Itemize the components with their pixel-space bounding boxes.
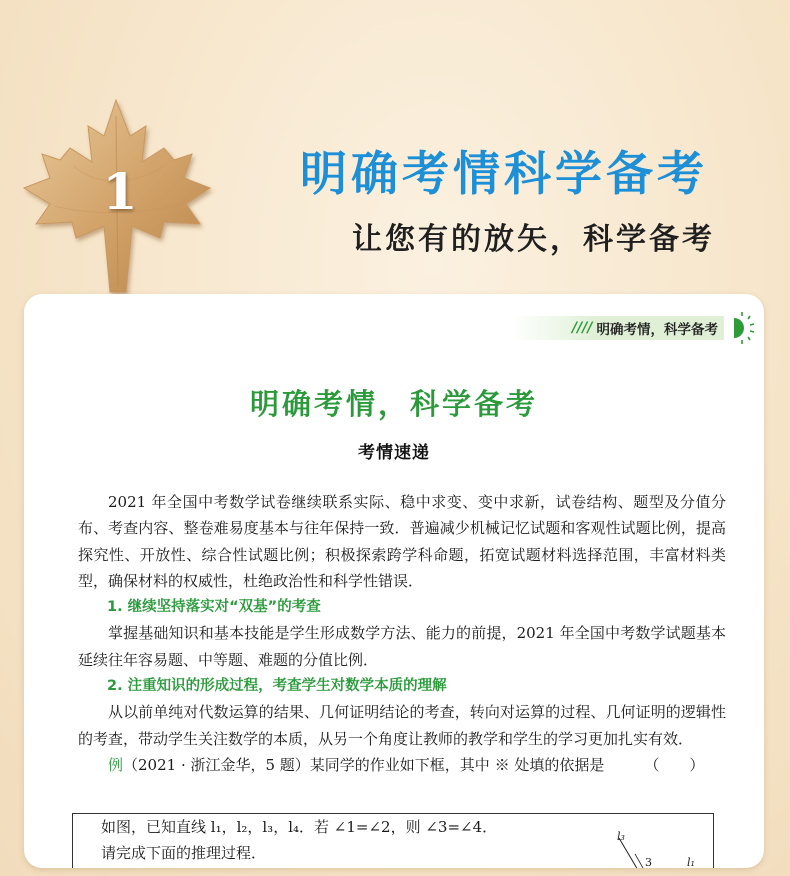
section-paragraph-2: 从以前单纯对代数运算的结果、几何证明结论的考查，转向对运算的过程、几何证明的逻辑性的考查，带动学生关注数学的本质，从另一个角度让教师的教学和学生的学习更加扎实有效． — [78, 703, 726, 748]
figure-label-l3: l₃ — [617, 830, 625, 843]
answer-blank: （ ） — [644, 755, 705, 774]
badge-number: 1 — [102, 162, 138, 221]
document-subtitle: 考情速递 — [358, 443, 430, 463]
page-header-tag — [512, 316, 724, 340]
section-heading-2: 2. 注重知识的形成过程，考查学生对数学本质的理解 — [107, 678, 447, 695]
section-paragraph-1: 掌握基础知识和基本技能是学生形成数学方法、能力的前提，2021 年全国中考数学试题基本延续往年容易题、中等题、难题的分值比例． — [78, 624, 726, 669]
sun-icon — [720, 310, 756, 346]
example-box-line-1: 如图，已知直线 l₁，l₂，l₃，l₄．若 ∠1=∠2，则 ∠3=∠4． — [101, 818, 498, 836]
document-body — [78, 489, 726, 778]
document-title: 明确考情，科学备考 — [249, 387, 538, 421]
document-card — [24, 294, 764, 868]
banner-subtitle: 让您有的放矢，科学备考 — [352, 222, 715, 257]
figure-label-l1: l₁ — [687, 856, 695, 869]
example-box-line-2: 请完成下面的推理过程． — [101, 844, 267, 862]
page-header-tag-text: 明确考情，科学备考 — [596, 322, 718, 338]
example-line — [78, 752, 726, 778]
example-box — [72, 813, 714, 868]
tag-slashes: //// — [572, 320, 593, 336]
banner-title: 明确考情科学备考 — [300, 147, 708, 202]
geometry-figure — [595, 824, 707, 868]
example-text: （2021 · 浙江金华，5 题）某同学的作业如下框，其中 ※ 处填的依据是 — [123, 755, 605, 774]
example-label: 例 — [108, 755, 124, 774]
figure-label-angle-3: 3 — [645, 856, 652, 869]
section-heading-1: 1. 继续坚持落实对“双基”的考查 — [107, 599, 321, 616]
intro-paragraph: 2021 年全国中考数学试卷继续联系实际、稳中求变、变中求新，试卷结构、题型及分值分布、考查内容、整卷难易度基本与往年保持一致．普遍减少机械记忆试题和客观性试题比例，提高探究性、开放性、综合性试题比例；积极探索跨学科命题，拓宽试题材料选择范围，丰富材料类型，确保材料的权威性，杜绝政治性和科学性错误． — [78, 493, 726, 590]
